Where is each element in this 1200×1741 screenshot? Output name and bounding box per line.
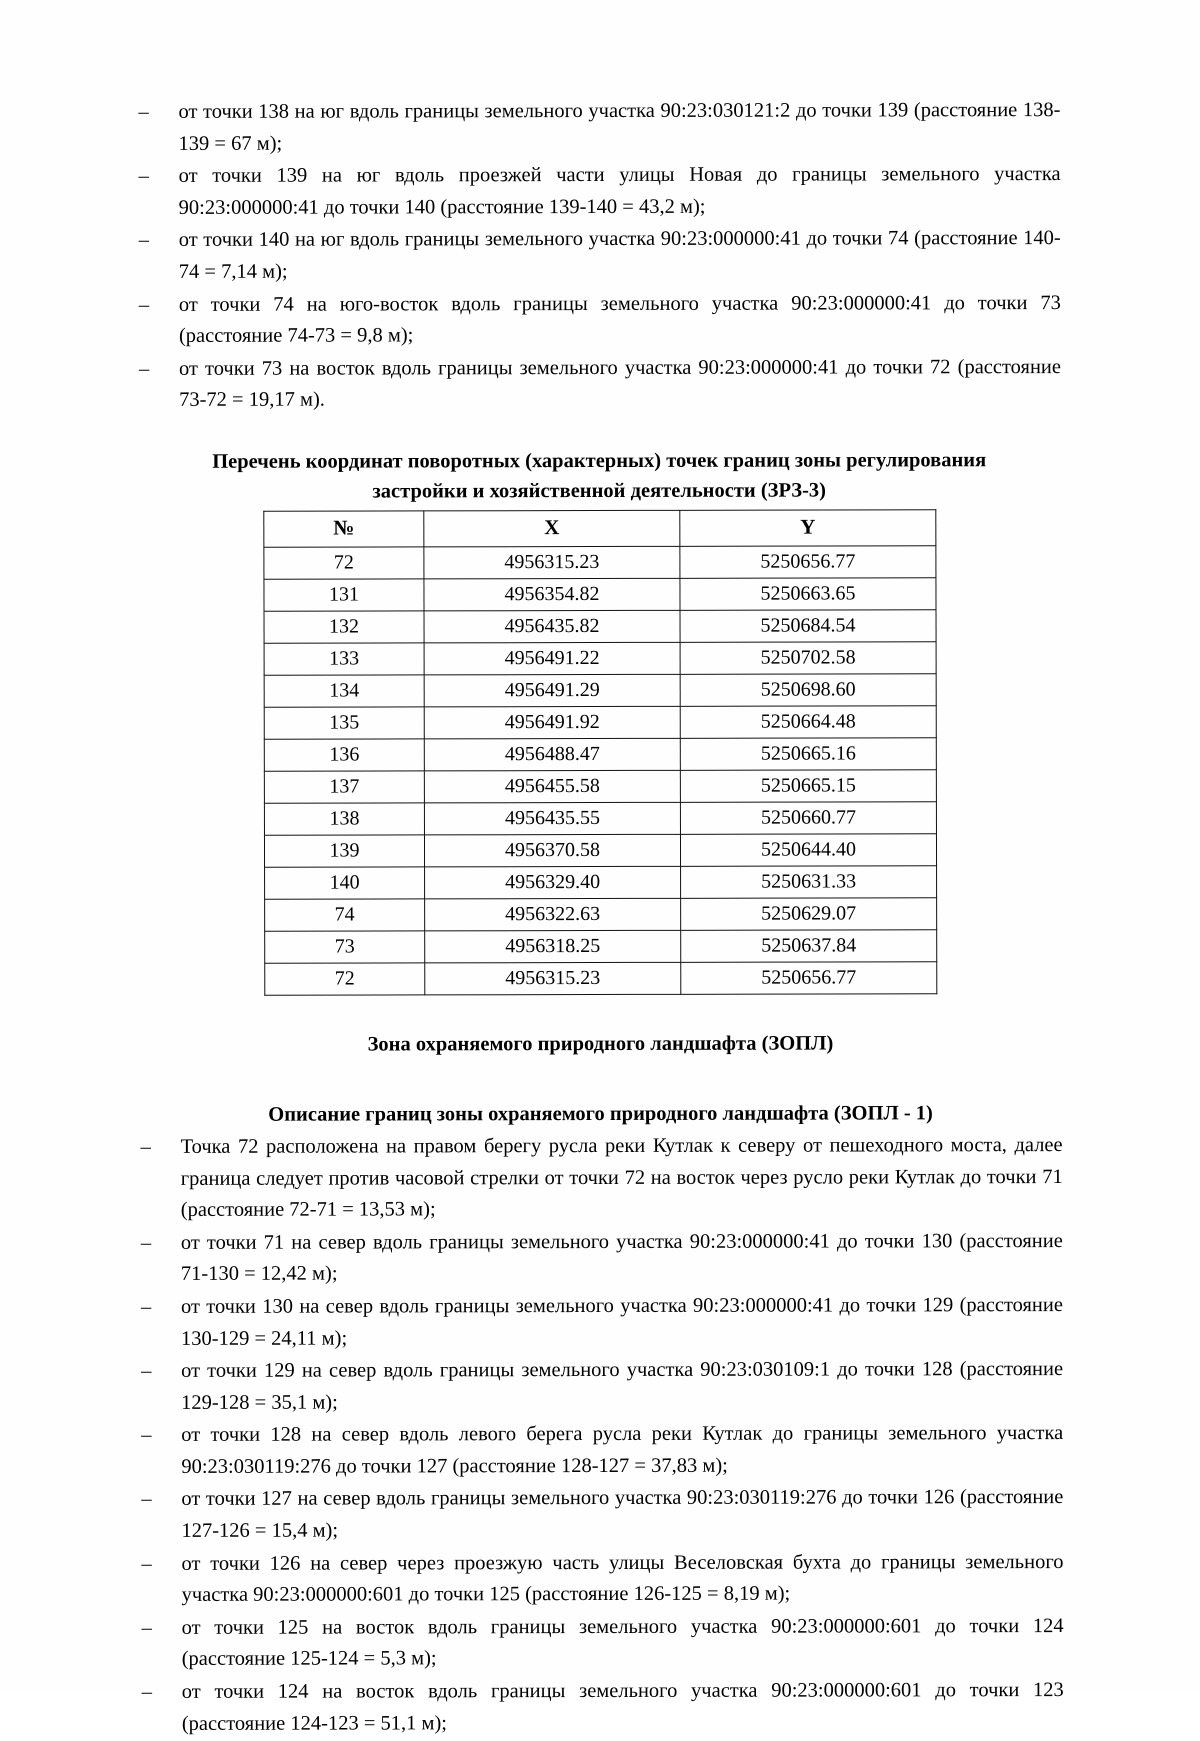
table-row [264, 770, 936, 803]
cell-y: 5250663.65 [680, 578, 936, 611]
zopl-bullet-item-text: Точка 72 расположена на правом берегу русла реки Кутлак к северу от пешеходного моста, далее граница следует против часовой стрелки от точки 72 на восток через русло реки Кутлак до точки 71 (расстояние 72-71 = 13,53 м); [180, 1133, 1063, 1222]
cell-number: 137 [264, 771, 424, 803]
cell-y: 5250656.77 [681, 962, 937, 995]
bullet-dash-marker: – [140, 1231, 152, 1254]
zopl1-section-subtitle: Описание границ зоны охраняемого природного ландшафта (ЗОПЛ - 1) [268, 1102, 933, 1126]
cell-y: 5250631.33 [681, 866, 937, 899]
zopl-bullet-item [139, 1130, 1063, 1227]
cell-number: 139 [264, 835, 424, 867]
cell-number: 132 [264, 611, 424, 643]
zrz3-bullet-item [137, 288, 1061, 353]
bullet-dash-marker: – [141, 1616, 152, 1639]
zopl-bullet-list [139, 1130, 1064, 1740]
cell-x: 4956488.47 [424, 738, 680, 771]
page-content [136, 95, 1063, 1741]
coordinates-table-body [264, 546, 937, 995]
column-header-number: № [264, 511, 424, 547]
zrz3-bullet-item [137, 223, 1061, 288]
cell-y: 5250665.16 [680, 738, 936, 771]
cell-y: 5250665.15 [680, 770, 936, 803]
table-row [265, 930, 937, 963]
cell-number: 135 [264, 707, 424, 739]
column-header-x: X [424, 510, 680, 547]
cell-x: 4956315.23 [424, 546, 680, 579]
table-row [264, 834, 936, 867]
zopl-bullet-item-text: от точки 127 на север вдоль границы земельного участка 90:23:030119:276 до точки 126 (расстояние 127-126 = 15,4 м); [181, 1486, 1064, 1542]
cell-x: 4956370.58 [424, 834, 680, 867]
table-header-row [264, 510, 936, 547]
table-row [265, 866, 937, 899]
zopl-bullet-item-text: от точки 129 на север вдоль границы земельного участка 90:23:030109:1 до точки 128 (расстояние 129-128 = 35,1 м); [181, 1358, 1064, 1414]
cell-y: 5250664.48 [680, 706, 936, 739]
zrz3-bullet-item [137, 159, 1061, 224]
cell-number: 133 [264, 643, 424, 675]
cell-number: 134 [264, 675, 424, 707]
zopl-bullet-item-text: от точки 126 на север через проезжую часть улицы Веселовская бухта до границы земельного участка 90:23:000000:601 до точки 125 (расстояние 126-125 = 8,19 м); [181, 1550, 1064, 1607]
zopl-bullet-item-text: от точки 124 на восток вдоль границы земельного участка 90:23:000000:601 до точки 123 (расстояние 124-123 = 51,1 м); [181, 1679, 1064, 1735]
cell-number: 72 [265, 963, 425, 995]
table-row [265, 898, 937, 931]
table-row [264, 642, 936, 675]
cell-x: 4956315.23 [425, 962, 681, 995]
cell-x: 4956491.29 [424, 674, 680, 707]
zrz3-bullet-item-text: от точки 139 на юг вдоль проезжей части улицы Новая до границы земельного участка 90:23:000000:41 до точки 140 (расстояние 139-140 = 43,2 м); [178, 163, 1061, 219]
coord-table-heading-line1: Перечень координат поворотных (характерных) точек границ зоны регулирования [212, 449, 987, 473]
bullet-dash-marker: – [138, 357, 150, 380]
table-row [264, 706, 936, 739]
zrz3-bullet-item-text: от точки 73 на восток вдоль границы земельного участка 90:23:000000:41 до точки 72 (расстояние 73-72 = 19,17 м). [178, 355, 1062, 412]
bullet-dash-marker: – [140, 1295, 152, 1318]
cell-x: 4956491.22 [424, 642, 680, 675]
table-row [264, 610, 936, 643]
coord-table-heading [137, 445, 1061, 507]
table-row [264, 674, 936, 707]
cell-y: 5250644.40 [680, 834, 936, 867]
zrz3-bullet-item-text: от точки 74 на юго-восток вдоль границы земельного участка 90:23:000000:41 до точки 73 (расстояние 74-73 = 9,8 м); [178, 291, 1061, 348]
cell-number: 74 [265, 899, 425, 931]
cell-number: 138 [264, 803, 424, 835]
cell-number: 140 [265, 867, 425, 899]
cell-x: 4956455.58 [424, 770, 680, 803]
cell-y: 5250702.58 [680, 642, 936, 675]
bullet-dash-marker: – [138, 229, 150, 252]
bullet-dash-marker: – [138, 100, 149, 123]
cell-x: 4956329.40 [425, 866, 681, 899]
bullet-dash-marker: – [141, 1488, 152, 1511]
coord-table-container [263, 509, 936, 995]
cell-y: 5250656.77 [680, 546, 936, 579]
cell-x: 4956435.82 [424, 610, 680, 643]
table-row [264, 802, 936, 835]
cell-x: 4956491.92 [424, 706, 680, 739]
cell-x: 4956322.63 [425, 898, 681, 931]
cell-y: 5250637.84 [681, 930, 937, 963]
cell-x: 4956435.55 [424, 802, 680, 835]
cell-number: 73 [265, 931, 425, 963]
zrz3-bullet-item [136, 95, 1060, 160]
zopl-bullet-item [139, 1290, 1063, 1355]
cell-y: 5250660.77 [680, 802, 936, 835]
bullet-dash-marker: – [138, 165, 149, 188]
cell-x: 4956354.82 [424, 578, 680, 611]
zopl-bullet-item [139, 1418, 1063, 1483]
zrz3-bullet-item-text: от точки 138 на юг вдоль границы земельного участка 90:23:030121:2 до точки 139 (расстояние 138-139 = 67 м); [178, 99, 1061, 155]
zopl-bullet-item [139, 1547, 1063, 1612]
cell-number: 72 [264, 547, 424, 579]
zopl-bullet-item [139, 1354, 1063, 1419]
cell-y: 5250698.60 [680, 674, 936, 707]
cell-x: 4956318.25 [425, 930, 681, 963]
zopl-bullet-item-text: от точки 125 на восток вдоль границы земельного участка 90:23:000000:601 до точки 124 (расстояние 125-124 = 5,3 м); [181, 1614, 1064, 1671]
coord-table-heading-line2: застройки и хозяйственной деятельности (ЗРЗ-3) [372, 479, 826, 503]
table-row [264, 578, 936, 611]
table-row [264, 738, 936, 771]
zopl-bullet-item [140, 1675, 1064, 1740]
zopl-bullet-item-text: от точки 71 на север вдоль границы земельного участка 90:23:000000:41 до точки 130 (расстояние 71-130 = 12,42 м); [180, 1229, 1063, 1286]
zopl-bullet-item [139, 1226, 1063, 1291]
zrz3-bullet-list [136, 95, 1061, 417]
cell-number: 136 [264, 739, 424, 771]
bullet-dash-marker: – [141, 1680, 153, 1703]
table-row [264, 546, 936, 579]
bullet-dash-marker: – [141, 1424, 152, 1447]
coordinates-table [263, 509, 937, 995]
zopl-bullet-item-text: от точки 128 на север вдоль левого берега русла реки Кутлак до границы земельного участка 90:23:030119:276 до точки 127 (расстояние 128-127 = 37,83 м); [181, 1422, 1064, 1478]
zrz3-bullet-item-text: от точки 140 на юг вдоль границы земельного участка 90:23:000000:41 до точки 74 (расстояние 140-74 = 7,14 м); [178, 227, 1061, 283]
column-header-y: Y [680, 510, 936, 547]
table-row [265, 962, 937, 995]
zopl-bullet-item-text: от точки 130 на север вдоль границы земельного участка 90:23:000000:41 до точки 129 (расстояние 130-129 = 24,11 м); [180, 1293, 1063, 1350]
bullet-dash-marker: – [141, 1360, 152, 1383]
cell-y: 5250684.54 [680, 610, 936, 643]
zrz3-bullet-item [137, 352, 1061, 417]
coordinates-table-head [264, 510, 936, 547]
zopl-section-title: Зона охраняемого природного ландшафта (ЗОПЛ) [367, 1032, 834, 1056]
bullet-dash-marker: – [141, 1552, 152, 1575]
zopl-bullet-item [139, 1482, 1063, 1547]
bullet-dash-marker: – [140, 1135, 151, 1158]
cell-y: 5250629.07 [681, 898, 937, 931]
bullet-dash-marker: – [138, 293, 150, 316]
zopl-bullet-item [140, 1611, 1064, 1676]
cell-number: 131 [264, 579, 424, 611]
